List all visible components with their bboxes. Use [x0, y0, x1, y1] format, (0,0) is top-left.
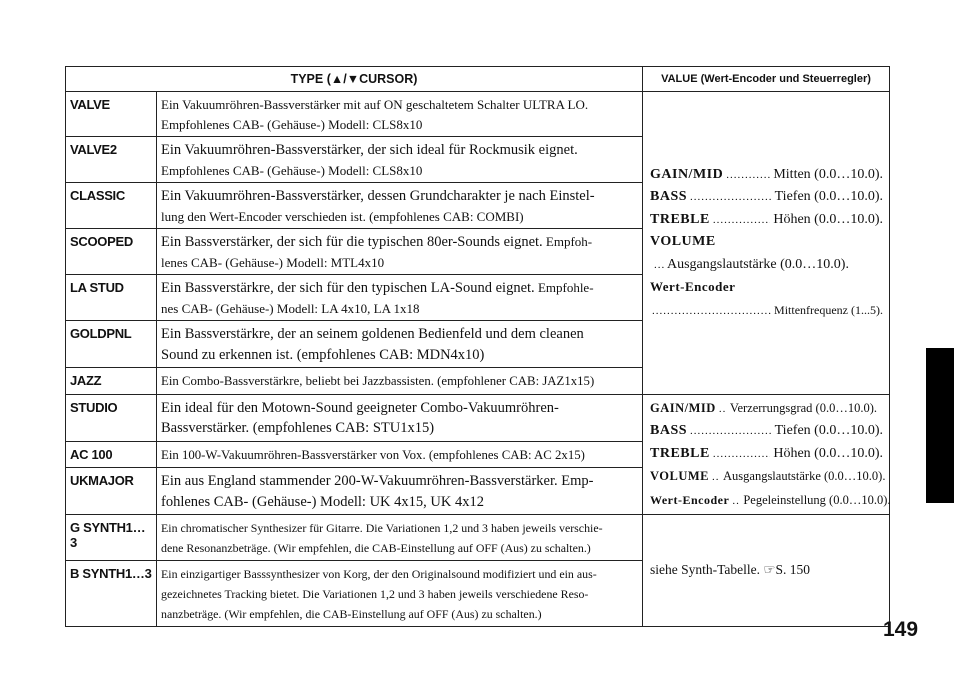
encoder-row: Wert-Encoder ..... Pegeleinstellung (0.0…10.0). — [650, 489, 883, 513]
table-row — [66, 515, 890, 561]
volume-value-row: ..... Ausgangslautstärke (0.0…10.0). — [650, 254, 883, 277]
value-group-2 — [643, 394, 890, 515]
treble-row: TREBLE ..... Höhen (0.0…10.0). — [650, 443, 883, 466]
type-name: AC 100 — [66, 441, 157, 468]
type-name: B SYNTH1…3 — [66, 561, 157, 627]
synth-table-reference: siehe Synth-Tabelle. ☞S. 150 — [650, 562, 811, 578]
bass-row: BASS ..... Tiefen (0.0…10.0). — [650, 186, 883, 209]
table-header-row — [66, 67, 890, 92]
type-name: CLASSIC — [66, 183, 157, 229]
gain-row: GAIN/MID ..... Mitten (0.0…10.0). — [650, 164, 883, 187]
type-description: Ein Bassverstärkre, der an seinem goldenen Bedienfeld und dem cleanen Sound zu erkennen ist. (empfohlenes CAB: MDN4x10) — [157, 321, 643, 368]
type-name: SCOOPED — [66, 229, 157, 275]
type-description: Ein Bassverstärker, der sich für die typischen 80er-Sounds eignet. Empfoh- lenes CAB- (Gehäuse-) Modell: MTL4x10 — [157, 229, 643, 275]
volume-row: VOLUME ..... Ausgangslautstärke (0.0…10.0). — [650, 465, 883, 489]
encoder-value-row: ..... Mittenfrequenz (1...5). — [650, 299, 883, 323]
value-header: VALUE (Wert-Encoder und Steuerregler) — [643, 67, 890, 92]
type-description: Ein chromatischer Synthesizer für Gitarre. Die Variationen 1,2 und 3 haben jeweils verschie- dene Resonanzbeträge. (Wir empfehlen, die CAB-Einstellung auf OFF (Aus) zu schalten.) — [157, 515, 643, 561]
type-description: Ein aus England stammender 200-W-Vakuumröhren-Bassverstärker. Emp- fohlenes CAB- (Gehäuse-) Modell: UK 4x15, UK 4x12 — [157, 468, 643, 515]
treble-row: TREBLE ..... Höhen (0.0…10.0). — [650, 209, 883, 232]
type-description: Ein Combo-Bassverstärkre, beliebt bei Jazzbassisten. (empfohlener CAB: JAZ1x15) — [157, 368, 643, 395]
value-group-1 — [643, 92, 890, 395]
type-name: STUDIO — [66, 394, 157, 441]
volume-label-row: VOLUME — [650, 234, 716, 249]
type-description: Ein einzigartiger Basssynthesizer von Korg, der den Originalsound modifiziert und ein aus- gezeichnetes Tracking bietet. Die Variationen 1,2 und 3 haben jeweils verschiedene Reso- nanzbeträge. (Wir empfehlen, die CAB-Einstellung auf OFF (Aus) zu schalten.) — [157, 561, 643, 627]
page-number: 149 — [883, 618, 919, 641]
type-name: VALVE — [66, 92, 157, 137]
type-name: LA STUD — [66, 275, 157, 321]
type-name: G SYNTH1…3 — [66, 515, 157, 561]
type-description: Ein Bassverstärkre, der sich für den typischen LA-Sound eignet. Empfohle- nes CAB- (Gehäuse-) Modell: LA 4x10, LA 1x18 — [157, 275, 643, 321]
type-description: Ein 100-W-Vakuumröhren-Bassverstärker von Vox. (empfohlenes CAB: AC 2x15) — [157, 441, 643, 468]
gain-row: GAIN/MID ..... Verzerrungsgrad (0.0…10.0). — [650, 397, 883, 421]
encoder-label-row: Wert-Encoder — [650, 279, 736, 294]
table-row — [66, 394, 890, 441]
type-name: VALVE2 — [66, 137, 157, 183]
type-description: Ein Vakuumröhren-Bassverstärker mit auf ON geschaltetem Schalter ULTRA LO. Empfohlenes CAB- (Gehäuse-) Modell: CLS8x10 — [157, 92, 643, 137]
type-description: Ein Vakuumröhren-Bassverstärker, der sich ideal für Rockmusik eignet. Empfohlenes CAB- (Gehäuse-) Modell: CLS8x10 — [157, 137, 643, 183]
amp-type-table — [65, 66, 890, 627]
type-description: Ein ideal für den Motown-Sound geeigneter Combo-Vakuumröhren- Bassverstärker. (empfohlenes CAB: STU1x15) — [157, 394, 643, 441]
chapter-tab-marker — [926, 348, 954, 503]
type-header: TYPE (▲/▼CURSOR) — [66, 67, 643, 92]
type-name: GOLDPNL — [66, 321, 157, 368]
value-group-3 — [643, 515, 890, 627]
table-row — [66, 92, 890, 137]
type-name: JAZZ — [66, 368, 157, 395]
bass-row: BASS ..... Tiefen (0.0…10.0). — [650, 420, 883, 443]
type-name: UKMAJOR — [66, 468, 157, 515]
type-description: Ein Vakuumröhren-Bassverstärker, dessen Grundcharakter je nach Einstel- lung den Wert-Encoder verschieden ist. (empfohlenes CAB: COMBI) — [157, 183, 643, 229]
